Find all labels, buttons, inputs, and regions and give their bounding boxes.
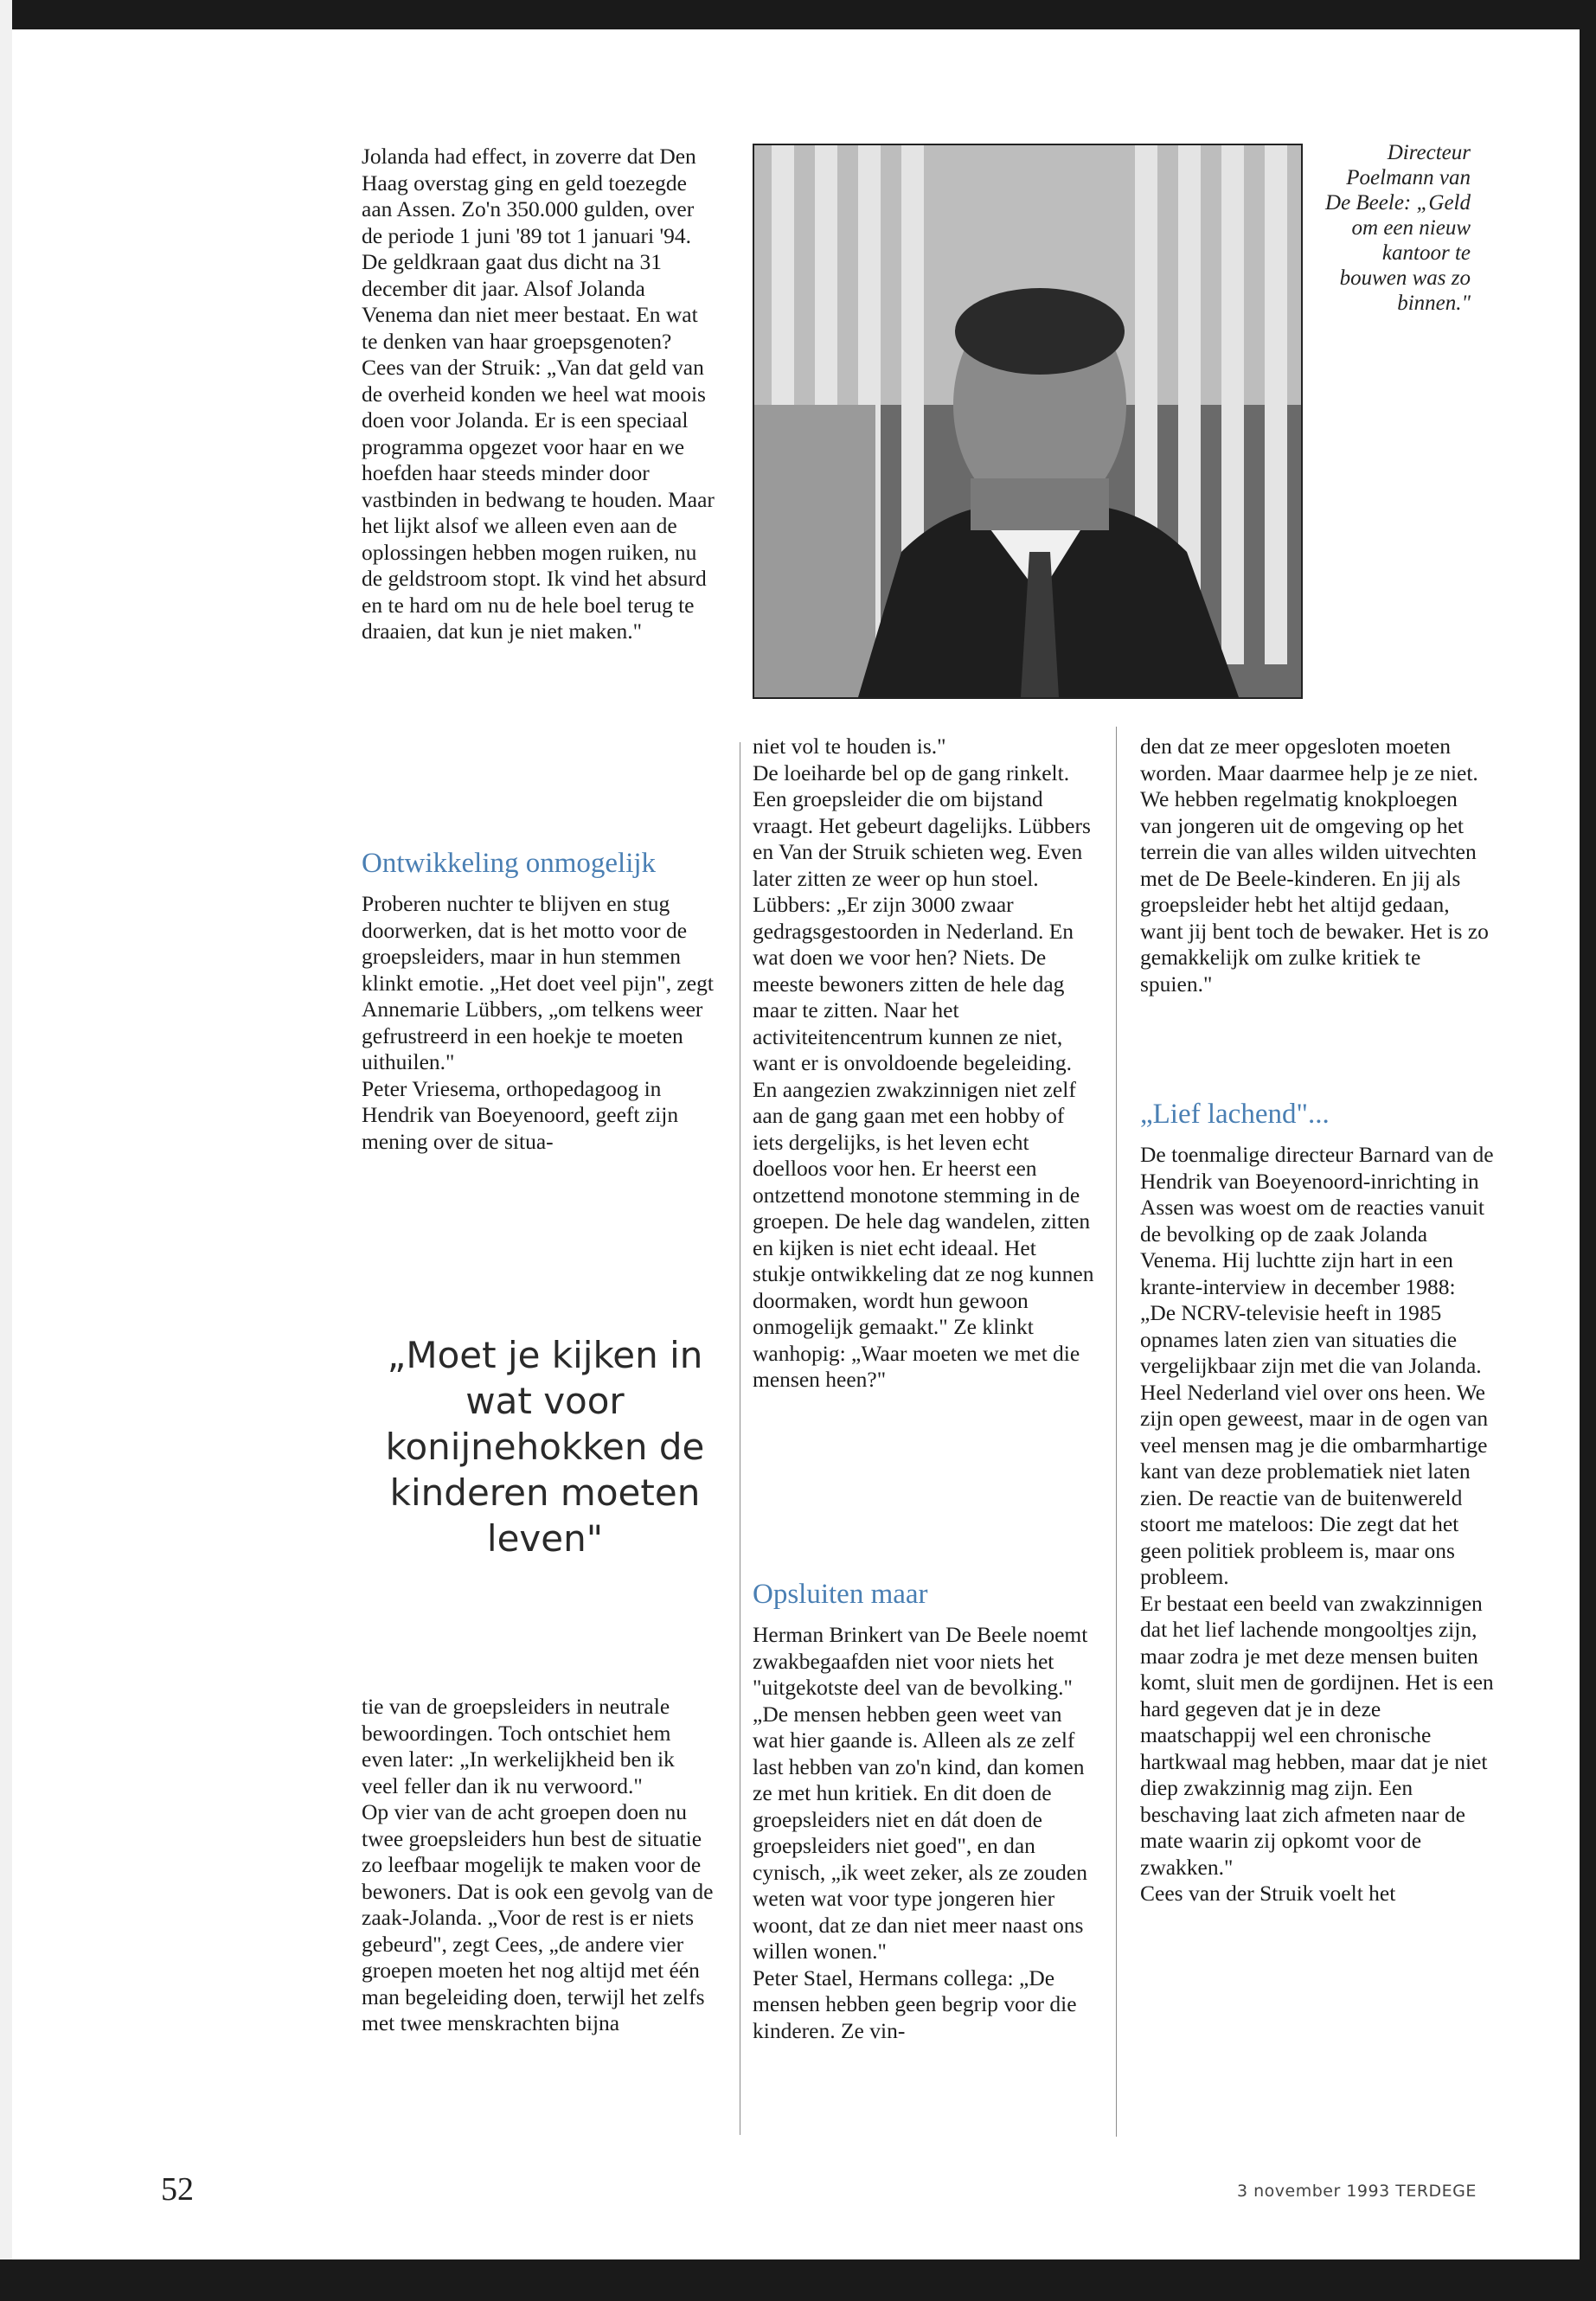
paragraph: Lübbers: „Er zijn 3000 zwaar gedragsgestoorden in Nederland. En wat doen we voor hen? Niets. De meeste bewoners zitten de hele dag maar te zitten. Naar het activiteitencentrum kunnen ze niet, want er is onvoldoende begeleiding. En aangezien zwakzinnigen niet zelf aan de gang gaan met een hobby of iets dergelijks, is het leven echt doelloos voor hen. Er heerst een ontzettend monotone stemming in de groepen. De hele dag wandelen, zitten en kijken is niet echt ideaal. Het stukje ontwikkeling dat ze nog kunnen doormaken, wordt hun gewoon onmogelijk gemaakt." Ze klinkt wanhopig: „Waar moeten we met die mensen heen?" [753, 892, 1094, 1392]
portrait-photo [753, 144, 1303, 699]
paragraph: niet vol te houden is." [753, 734, 946, 759]
paragraph: Jolanda had effect, in zoverre dat Den Haag overstag ging en geld toezegde aan Assen. Zo'n 350.000 gulden, over de periode 1 juni '89 tot 1 januari '94. De geldkraan gaat dus dicht na 31 december dit jaar. Alsof Jolanda Venema dan niet meer bestaat. En wat te denken van haar groepsgenoten? [362, 144, 698, 354]
paragraph: Cees van der Struik: „Van dat geld van de overheid konden we heel wat moois doen voor Jolanda. Er is een speciaal programma opgezet voor haar en we hoefden haar steeds minder door vastbinden in bedwang te houden. Maar het lijkt alsof we alleen even aan de oplossingen hebben mogen ruiken, nu de geldstroom stopt. Ik vind het absurd en te hard om nu de hele boel terug te draaien, dat kun je niet maken." [362, 355, 715, 644]
scan-border-bottom [0, 2259, 1596, 2301]
scan-border-left [0, 0, 12, 2301]
paragraph: Proberen nuchter te blijven en stug doorwerken, dat is het motto voor de groepsleiders, maar in hun stemmen klinkt emotie. „Het doet veel pijn", zegt Annemarie Lübbers, „om telkens weer gefrustreerd in een hoekje te moeten uithuilen." [362, 891, 714, 1074]
column-2 [753, 734, 1094, 1394]
section-heading-opsluiten: Opsluiten maar [753, 1579, 928, 1610]
paragraph: Peter Vriesema, orthopedagoog in Hendrik van Boeyenoord, geeft zijn mening over de situa- [362, 1075, 679, 1154]
paragraph: Er bestaat een beeld van zwakzinnigen dat het lief lachende mongooltjes zijn, maar zodra je met deze mensen buiten komt, sluit men de gordijnen. Het is een hard gegeven dat je in deze maatschappij wel een chronische hartkwaal mag hebben, maar dat je niet diep zwakzinnig mag zijn. Een beschaving laat zich afmeten naar de mate waarin zij opkomt voor de zwakken." [1140, 1590, 1494, 1880]
column-3 [1140, 734, 1495, 997]
paragraph: Peter Stael, Hermans collega: „De mensen hebben geen begrip voor die kinderen. Ze vin- [753, 1965, 1077, 2043]
column-3-bottom [1140, 1099, 1495, 1907]
column-divider [1116, 727, 1117, 2137]
section-heading-lief-lachend: „Lief lachend"... [1140, 1099, 1330, 1130]
paragraph: den dat ze meer opgesloten moeten worden. Maar daarmee help je ze niet. [1140, 734, 1478, 785]
pull-quote: „Moet je kijken in wat voor konijnehokken de kinderen moeten leven" [385, 1334, 705, 1560]
paragraph: Cees van der Struik voelt het [1140, 1881, 1396, 1906]
section-heading-ontwikkeling: Ontwikkeling onmogelijk [362, 848, 657, 879]
scan-border-right [1580, 0, 1596, 2301]
footer-issue: 3 november 1993 TERDEGE [1237, 2182, 1477, 2201]
scan-border-top [0, 0, 1596, 29]
column-1-mid [362, 848, 716, 1155]
column-2-bottom [753, 1579, 1094, 2044]
paragraph: tie van de groepsleiders in neutrale bewoordingen. Toch ontschiet hem even later: „In werkelijkheid ben ik veel feller dan ik nu verwoord." [362, 1694, 675, 1798]
page-number: 52 [161, 2171, 194, 2208]
column-1-top [362, 144, 716, 645]
paragraph: We hebben regelmatig knokploegen van jongeren uit de omgeving op het terrein die van alles wilden uitvechten met de De Beele-kinderen. En jij als groepsleider hebt het altijd gedaan, want jij bent toch de bewaker. Het is zo gemakkelijk om zulke kritiek te spuien." [1140, 786, 1489, 997]
column-1-bottom [362, 1694, 716, 2037]
paragraph: De loeiharde bel op de gang rinkelt. Een groepsleider die om bijstand vraagt. Het gebeurt dagelijks. Lübbers en Van der Struik schieten weg. Even later zitten ze weer op hun stoel. [753, 760, 1091, 891]
photo-caption: Directeur Poelmann van De Beele: „Geld om een nieuw kantoor te bouwen was zo binnen." [1325, 141, 1471, 315]
paragraph: De toenmalige directeur Barnard van de Hendrik van Boeyenoord-inrichting in Assen was woest om de reacties vanuit de bevolking op de zaak Jolanda Venema. Hij luchtte zijn hart in een krante-interview in december 1988: „De NCRV-televisie heeft in 1985 opnames laten zien van situaties die vergelijkbaar zijn met die van Jolanda. Heel Nederland viel over ons heen. We zijn open geweest, maar in de ogen van veel mensen mag je die ombarmhartige kant van deze problematiek niet laten zien. De reactie van de buitenwereld stoort me mateloos: Die zegt dat het geen politiek probleem is, maar ons probleem. [1140, 1142, 1494, 1589]
paragraph: Op vier van de acht groepen doen nu twee groepsleiders hun best de situatie zo leefbaar mogelijk te maken voor de bewoners. Dat is ook een gevolg van de zaak-Jolanda. „Voor de rest is er niets gebeurd", zegt Cees, „de andere vier groepen moeten het nog altijd met één man begeleiding doen, terwijl het zelfs met twee menskrachten bijna [362, 1799, 714, 2035]
paragraph: Herman Brinkert van De Beele noemt zwakbegaafden niet voor niets het "uitgekotste deel van de bevolking." „De mensen hebben geen weet van wat hier gaande is. Alleen als ze zelf last hebben van zo'n kind, dan komen ze met hun kritiek. En dit doen de groepsleiders niet en dát doen de groepsleiders niet goed", en dan cynisch, „ik weet zeker, als ze zouden weten wat voor type jongeren hier woont, dat ze dan niet meer naast ons willen wonen." [753, 1622, 1088, 1964]
